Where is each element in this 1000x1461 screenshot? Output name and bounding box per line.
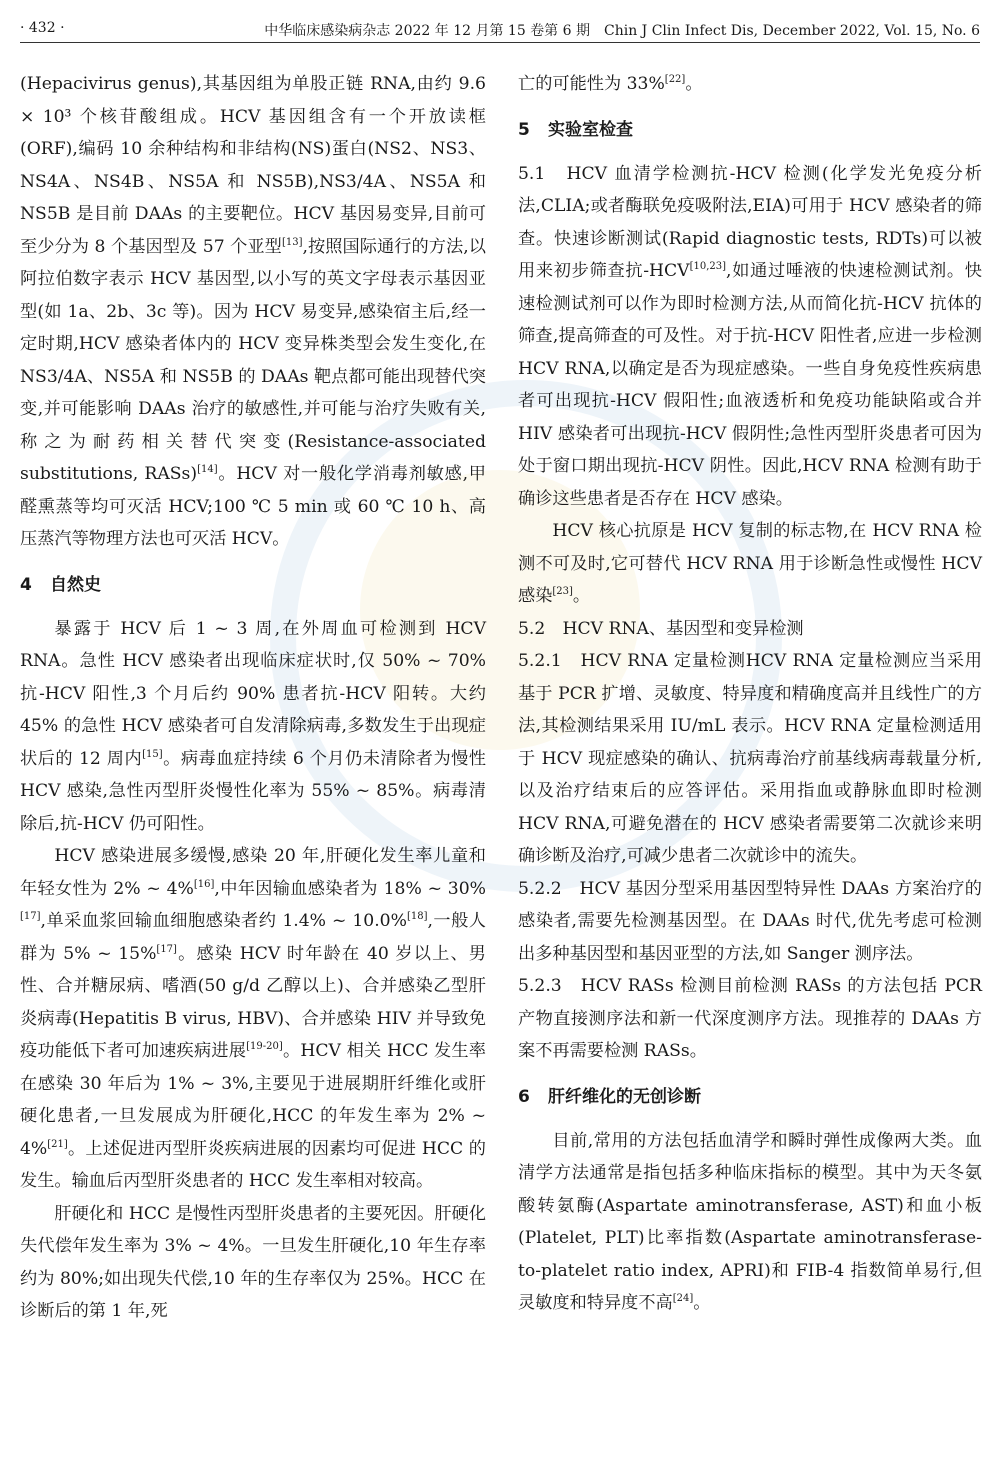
paragraph-acute: 暴露于 HCV 后 1 ~ 3 周,在外周血可检测到 HCV RNA。急性 HCV 感染者出现临床症状时,仅 50% ~ 70% 抗-HCV 阳性,3 个月后约 90% 患者抗-HCV 阳转。大约 45% 的急性 HCV 感染者可自发清除病毒,多数发生于出现症状后的 12 周内[15]。病毒血症持续 6 个月仍未清除者为慢性 HCV 感染,急性丙型肝炎慢性化率为 55% ~ 85%。病毒清除后,抗-HCV 仍可阳性。 xyxy=(20,618,486,834)
citation-ref[interactable]: [16] xyxy=(193,878,215,890)
subsection-rna-quant: 5.2.1 HCV RNA 定量检测HCV RNA 定量检测应当采用基于 PCR 扩增、灵敏度、特异度和精确度高并且线性广的方法,其检测结果采用 IU/mL 表示。HCV RNA 定量检测适用于 HCV 现症感染的确认、抗病毒治疗前基线病毒载量分析,以及治疗结束后的应答评估。采用指血或静脉血即时检测 HCV RNA,可避免潜在的 HCV 感染者需要第二次就诊来明确诊断及治疗,可减少患者二次就诊中的流失。 xyxy=(518,651,982,866)
subsection-label: 5.2.2 HCV 基因分型 xyxy=(518,878,696,899)
right-column xyxy=(518,68,982,1320)
citation-ref[interactable]: [18] xyxy=(406,911,428,922)
header-rule xyxy=(20,42,980,43)
citation-ref[interactable]: [19-20] xyxy=(246,1041,283,1052)
paragraph-progression: HCV 感染进展多缓慢,感染 20 年,肝硬化发生率儿童和年轻女性为 2% ~ 4%[16],中年因输血感染者为 18% ~ 30%[17],单采血浆回输血细胞感染者约 1.4% ~ 10.0%[18],一般人群为 5% ~ 15%[17]。感染 HCV 时年龄在 40 岁以上、男性、合并糖尿病、嗜酒(50 g/d 乙醇以上)、合并感染乙型肝炎病毒(Hepatitis B virus, HBV)、合并感染 HIV 并导致免疫功能低下者可加速疾病进展[19-20]。HCV 相关 HCC 发生率在感染 30 年后为 1% ~ 3%,主要见于进展期肝纤维化或肝硬化患者,一旦发展成为肝硬化,HCC 的年发生率为 2% ~ 4%[21]。上述促进丙型肝炎疾病进展的因素均可促进 HCC 的发生。输血后丙型肝炎患者的 HCC 发生率相对较高。 xyxy=(20,846,486,1191)
subsection-serology: 5.1 HCV 血清学检测抗-HCV 检测(化学发光免疫分析法,CLIA;或者酶联免疫吸附法,EIA)可用于 HCV 感染者的筛查。快速诊断测试(Rapid diagnostic tests, RDTs)可以被用来初步筛查抗-HCV[10,23],如通过唾液的快速检测试剂。快速检测试剂可以作为即时检测方法,从而简化抗-HCV 抗体的筛查,提高筛查的可及性。对于抗-HCV 阳性者,应进一步检测 HCV RNA,以确定是否为现症感染。一些自身免疫性疾病患者可出现抗-HCV 假阳性;血液透析和免疫功能缺陷或合并 HIV 感染者可出现抗-HCV 假阴性;急性丙型肝炎患者可因为处于窗口期出现抗-HCV 阴性。因此,HCV RNA 检测有助于确诊这些患者是否存在 HCV 感染。 xyxy=(518,163,982,509)
journal-citation: 中华临床感染病杂志 2022 年 12 月第 15 卷第 6 期 Chin J Clin Infect Dis, December 2022, Vol. 15, No. 6 xyxy=(264,23,980,39)
subsection-label: 5.1 HCV 血清学检测 xyxy=(518,163,711,184)
citation-ref[interactable]: [23] xyxy=(552,586,573,597)
citation-ref[interactable]: [17] xyxy=(156,943,177,955)
citation-ref[interactable]: [21] xyxy=(47,1138,68,1150)
subsection-rass: 5.2.3 HCV RASs 检测目前检测 RASs 的方法包括 PCR 产物直接测序法和新一代深度测序方法。现推荐的 DAAs 方案不再需要检测 RASs。 xyxy=(518,976,982,1061)
paragraph-mortality: 肝硬化和 HCC 是慢性丙型肝炎患者的主要死因。肝硬化失代偿年发生率为 3% ~ 4%。一旦发生肝硬化,10 年生存率约为 80%;如出现失代偿,10 年的生存率仅为 25%。HCC 在诊断后的第 1 年,死 xyxy=(20,1203,486,1321)
citation-ref[interactable]: [10,23] xyxy=(689,261,727,272)
section-heading-lab-tests: 5 实验室检查 xyxy=(518,119,633,140)
section-heading-fibrosis: 6 肝纤维化的无创诊断 xyxy=(518,1086,701,1107)
subsection-label: 5.2.3 HCV RASs 检测 xyxy=(518,976,717,996)
paragraph-noninvasive: 目前,常用的方法包括血清学和瞬时弹性成像两大类。血清学方法通常是指包括多种临床指标的模型。其中为天冬氨酸转氨酶(Aspartate aminotransferase, AST)和血小板(Platelet, PLT)比率指数(Aspartate aminotransferase- to-platelet ratio index, APRI)和 FIB-4 指数简单易行,但灵敏度和特异度不高[24]。 xyxy=(518,1130,982,1313)
citation-ref[interactable]: [17] xyxy=(20,911,41,922)
paragraph-genome: (Hepacivirus genus),其基因组为单股正链 RNA,由约 9.6 × 10³ 个核苷酸组成。HCV 基因组含有一个开放读框(ORF),编码 10 余种结构和非结构(NS)蛋白(NS2、NS3、NS4A、NS4B、NS5A 和 NS5B),NS3/4A、NS5A 和 NS5B 是目前 DAAs 的主要靶位。HCV 基因易变异,目前可至少分为 8 个基因型及 57 个亚型[13],按照国际通行的方法,以阿拉伯数字表示 HCV 基因型,以小写的英文字母表示基因亚型(如 1a、2b、3c 等)。因为 HCV 易变异,感染宿主后,经一定时期,HCV 感染者体内的 HCV 变异株类型会发生变化,在 NS3/4A、NS5A 和 NS5B 的 DAAs 靶点都可能出现替代突变,并可能影响 DAAs 治疗的敏感性,并可能与治疗失败有关,称之为耐药相关替代突变(Resistance-associated substitutions, RASs)[14]。HCV 对一般化学消毒剂敏感,甲醛熏蒸等均可灭活 HCV;100 ℃ 5 min 或 60 ℃ 10 h、高压蒸汽等物理方法也可灭活 HCV。 xyxy=(20,74,486,549)
paragraph-mortality-cont: 亡的可能性为 33%[22]。 xyxy=(518,74,703,94)
subsection-heading-rna-genotype: 5.2 HCV RNA、基因型和变异检测 xyxy=(518,618,804,639)
citation-ref[interactable]: [14] xyxy=(197,464,218,475)
paragraph-core-antigen: HCV 核心抗原是 HCV 复制的标志物,在 HCV RNA 检测不可及时,它可替代 HCV RNA 用于诊断急性或慢性 HCV 感染[23]。 xyxy=(518,521,982,606)
subsection-genotyping: 5.2.2 HCV 基因分型采用基因型特异性 DAAs 方案治疗的感染者,需要先检测基因型。在 DAAs 时代,优先考虑可检测出多种基因型和基因亚型的方法,如 Sanger 测序法。 xyxy=(518,878,982,964)
citation-ref[interactable]: [22] xyxy=(664,74,686,85)
citation-ref[interactable]: [24] xyxy=(672,1293,694,1304)
page-number: · 432 · xyxy=(20,20,65,36)
subsection-label: 5.2.1 HCV RNA 定量检测 xyxy=(518,651,746,671)
section-heading-natural-history: 4 自然史 xyxy=(20,574,101,595)
citation-ref[interactable]: [13] xyxy=(281,236,303,248)
left-column xyxy=(20,68,486,1328)
running-header xyxy=(20,16,980,42)
citation-ref[interactable]: [15] xyxy=(142,748,163,760)
